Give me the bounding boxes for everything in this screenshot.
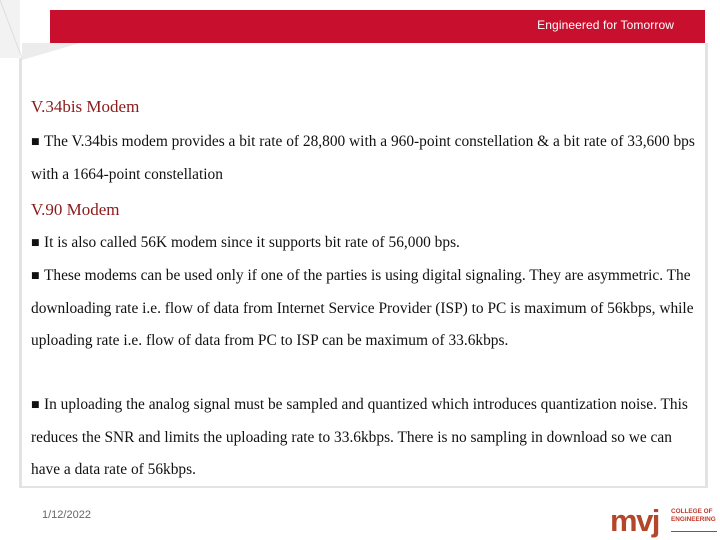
logo-text — [671, 508, 716, 523]
logo-underline — [671, 531, 717, 532]
heading-v90: V.90 Modem — [31, 200, 120, 219]
paragraph-text: It is also called 56K modem since it supports bit rate of 56,000 bps. — [44, 234, 460, 251]
bullet-paragraph-v34bis — [31, 126, 703, 191]
paragraph-text: In uploading the analog signal must be sampled and quantized which introduces quantization noise. This reduces the SNR and limits the uploading rate to 33.6kbps. There is no sampling in download so we can have a data rate of 56kbps. — [31, 396, 688, 479]
bullet-paragraph-uploading — [31, 389, 703, 487]
square-bullet-icon: ■ — [31, 400, 40, 410]
paragraph-text: The V.34bis modem provides a bit rate of 28,800 with a 960-point constellation & a bit rate of 33,600 bps with a 1664-point constellation — [31, 133, 695, 183]
square-bullet-icon: ■ — [31, 238, 40, 248]
square-bullet-icon: ■ — [31, 137, 40, 147]
logo-line-2: ENGINEERING — [671, 515, 716, 523]
logo-mark: mvj — [610, 503, 659, 538]
square-bullet-icon: ■ — [31, 271, 40, 281]
slide-date: 1/12/2022 — [42, 509, 91, 521]
content-frame-right — [705, 43, 708, 488]
content-frame-left — [19, 58, 22, 488]
header-tagline: Engineered for Tomorrow — [537, 18, 674, 32]
bullet-paragraph-asymmetric — [31, 260, 703, 358]
bullet-paragraph-56k — [31, 227, 703, 260]
paragraph-text: These modems can be used only if one of the parties is using digital signaling. They are asymmetric. The downloading rate i.e. flow of data from Internet Service Provider (ISP) to PC is maximum of 56kbps, while uploading rate i.e. flow of data from PC to ISP can be maximum of 33.6kbps. — [31, 267, 694, 350]
heading-v34bis: V.34bis Modem — [31, 97, 140, 116]
logo-line-1: COLLEGE OF — [671, 508, 713, 515]
college-logo — [610, 505, 720, 540]
